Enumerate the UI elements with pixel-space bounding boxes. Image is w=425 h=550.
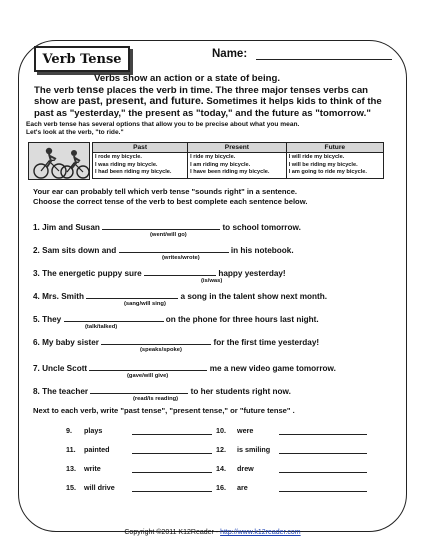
answer-blank[interactable]: [101, 336, 211, 345]
item-number: 15.: [66, 483, 76, 492]
answer-blank[interactable]: [279, 453, 367, 454]
table-cell-line: I will be riding my bicycle.: [288, 161, 358, 168]
item-number: 12.: [216, 445, 226, 454]
instruction-line-2: Choose the correct tense of the verb to best complete each sentence below.: [33, 196, 308, 206]
intro-line-3-emphasis: past, present, and future.: [78, 95, 204, 108]
question-text-before: 5. They: [33, 315, 62, 324]
question-text-after: for the first time yesterday!: [213, 338, 320, 347]
intro-line-3-a: show are: [34, 96, 79, 108]
question-1: [33, 221, 301, 232]
table-header-past: Past: [93, 143, 188, 153]
bicycle-riders-clipart-icon: [28, 142, 90, 180]
tense-table: [92, 142, 384, 179]
item-number: 16.: [216, 483, 226, 492]
answer-blank[interactable]: [89, 362, 207, 371]
item-verb: plays: [84, 426, 103, 435]
table-cell-line: I will ride my bicycle.: [288, 154, 345, 160]
question-7: [33, 362, 336, 373]
question-text-after: on the phone for three hours last night.: [165, 315, 319, 324]
tense-note: [26, 121, 406, 138]
verb-choices: (sang/will sing): [124, 301, 166, 307]
answer-blank[interactable]: [279, 434, 367, 435]
intro-line-3-c: Sometimes it helps kids to think of the: [203, 96, 382, 108]
table-cell-line: I am riding my bicycle.: [190, 161, 251, 168]
next-instruction: Next to each verb, write "past tense", "present tense," or "future tense" .: [33, 406, 295, 415]
table-cell-line: I have been riding my bicycle.: [190, 169, 270, 176]
verb-choices: (is/was): [201, 278, 223, 284]
table-row: [93, 153, 384, 179]
item-verb: are: [237, 483, 248, 492]
k12reader-link[interactable]: http://www.k12reader.com: [220, 529, 301, 536]
question-5: [33, 313, 319, 324]
answer-blank[interactable]: [279, 491, 367, 492]
note-line-2: Let's look at the verb, "to ride.": [26, 129, 124, 137]
instruction-line-1: Your ear can probably tell which verb tense "sounds right" in a sentence.: [33, 187, 298, 196]
item-verb: is smiling: [237, 445, 271, 454]
table-cell-line: I am going to ride my bicycle.: [288, 169, 367, 176]
copyright-text: Copyright ©2011 K12Reader -: [124, 529, 221, 536]
name-field-line[interactable]: [256, 59, 392, 60]
verb-choices: (writes/wrote): [162, 255, 200, 261]
question-3: [33, 267, 286, 278]
verb-choices: (read/is reading): [133, 396, 179, 402]
question-text-before: 8. The teacher: [33, 387, 89, 396]
item-verb: drew: [237, 464, 254, 473]
table-cell-line: I ride my bicycle.: [190, 154, 236, 160]
intro-line-2-a: The verb: [34, 84, 77, 96]
verb-choices: (went/will go): [150, 232, 187, 238]
question-2: [33, 244, 294, 255]
note-line-1: Each verb tense has several options that allow you to be precise about what you mean.: [26, 121, 300, 128]
question-text-after: to school tomorrow.: [222, 223, 301, 232]
answer-blank[interactable]: [132, 453, 212, 454]
intro-line-2-c: places the verb in time. The three major tenses verbs can: [104, 84, 369, 96]
answer-blank[interactable]: [132, 491, 212, 492]
answer-blank[interactable]: [90, 385, 188, 394]
intro-line-1: Verbs show an action or a state of being.: [94, 73, 281, 84]
answer-blank[interactable]: [86, 290, 178, 299]
name-label: Name:: [212, 48, 248, 60]
question-6: [33, 336, 319, 347]
question-text-after: in his notebook.: [230, 246, 294, 255]
intro-text: [34, 73, 390, 119]
verb-choices: (speaks/spoke): [140, 347, 182, 353]
answer-blank[interactable]: [102, 221, 220, 230]
question-text-after: to her students right now.: [190, 387, 291, 396]
item-verb: will drive: [84, 483, 115, 492]
verb-choices: (gave/will give): [127, 373, 169, 379]
table-header-present: Present: [188, 143, 286, 153]
table-cell-present: [188, 153, 286, 179]
question-text-after: a song in the talent show next month.: [180, 292, 328, 301]
answer-blank[interactable]: [279, 472, 367, 473]
table-cell-past: [93, 153, 188, 179]
item-number: 14.: [216, 464, 226, 473]
item-number: 11.: [66, 445, 76, 454]
answer-blank[interactable]: [132, 434, 212, 435]
question-text-before: 7. Uncle Scott: [33, 364, 88, 373]
verb-choices: (talk/talked): [85, 324, 118, 330]
intro-line-4: past as "yesterday," the present as "today," and the future as "tomorrow.": [34, 107, 371, 119]
table-cell-line: I rode my bicycle.: [95, 154, 142, 160]
question-8: [33, 385, 291, 396]
question-4: [33, 290, 327, 301]
worksheet-title: Verb Tense: [34, 46, 130, 72]
question-text-after: happy yesterday!: [218, 269, 286, 278]
table-cell-line: I had been riding my bicycle.: [95, 169, 172, 176]
table-cell-future: [286, 153, 383, 179]
question-text-before: 2. Sam sits down and: [33, 246, 117, 255]
answer-blank[interactable]: [132, 472, 212, 473]
question-text-before: 1. Jim and Susan: [33, 223, 100, 232]
item-verb: were: [237, 426, 254, 435]
question-text-before: 3. The energetic puppy sure: [33, 269, 142, 278]
answer-blank[interactable]: [119, 244, 229, 253]
item-verb: write: [84, 464, 101, 473]
answer-blank[interactable]: [64, 313, 164, 322]
item-number: 10.: [216, 426, 226, 435]
table-header-future: Future: [286, 143, 383, 153]
intro-line-2-emphasis: tense: [76, 83, 105, 96]
item-number: 9.: [66, 426, 72, 435]
intro-line-3: [34, 96, 390, 108]
table-cell-line: I was riding my bicycle.: [95, 161, 158, 168]
item-number: 13.: [66, 464, 76, 473]
question-text-before: 4. Mrs. Smith: [33, 292, 84, 301]
item-verb: painted: [84, 445, 110, 454]
question-text-before: 6. My baby sister: [33, 338, 99, 347]
answer-blank[interactable]: [144, 267, 216, 276]
question-text-after: me a new video game tomorrow.: [209, 364, 336, 373]
exercise-instructions: [33, 187, 393, 206]
footer: [0, 529, 425, 536]
